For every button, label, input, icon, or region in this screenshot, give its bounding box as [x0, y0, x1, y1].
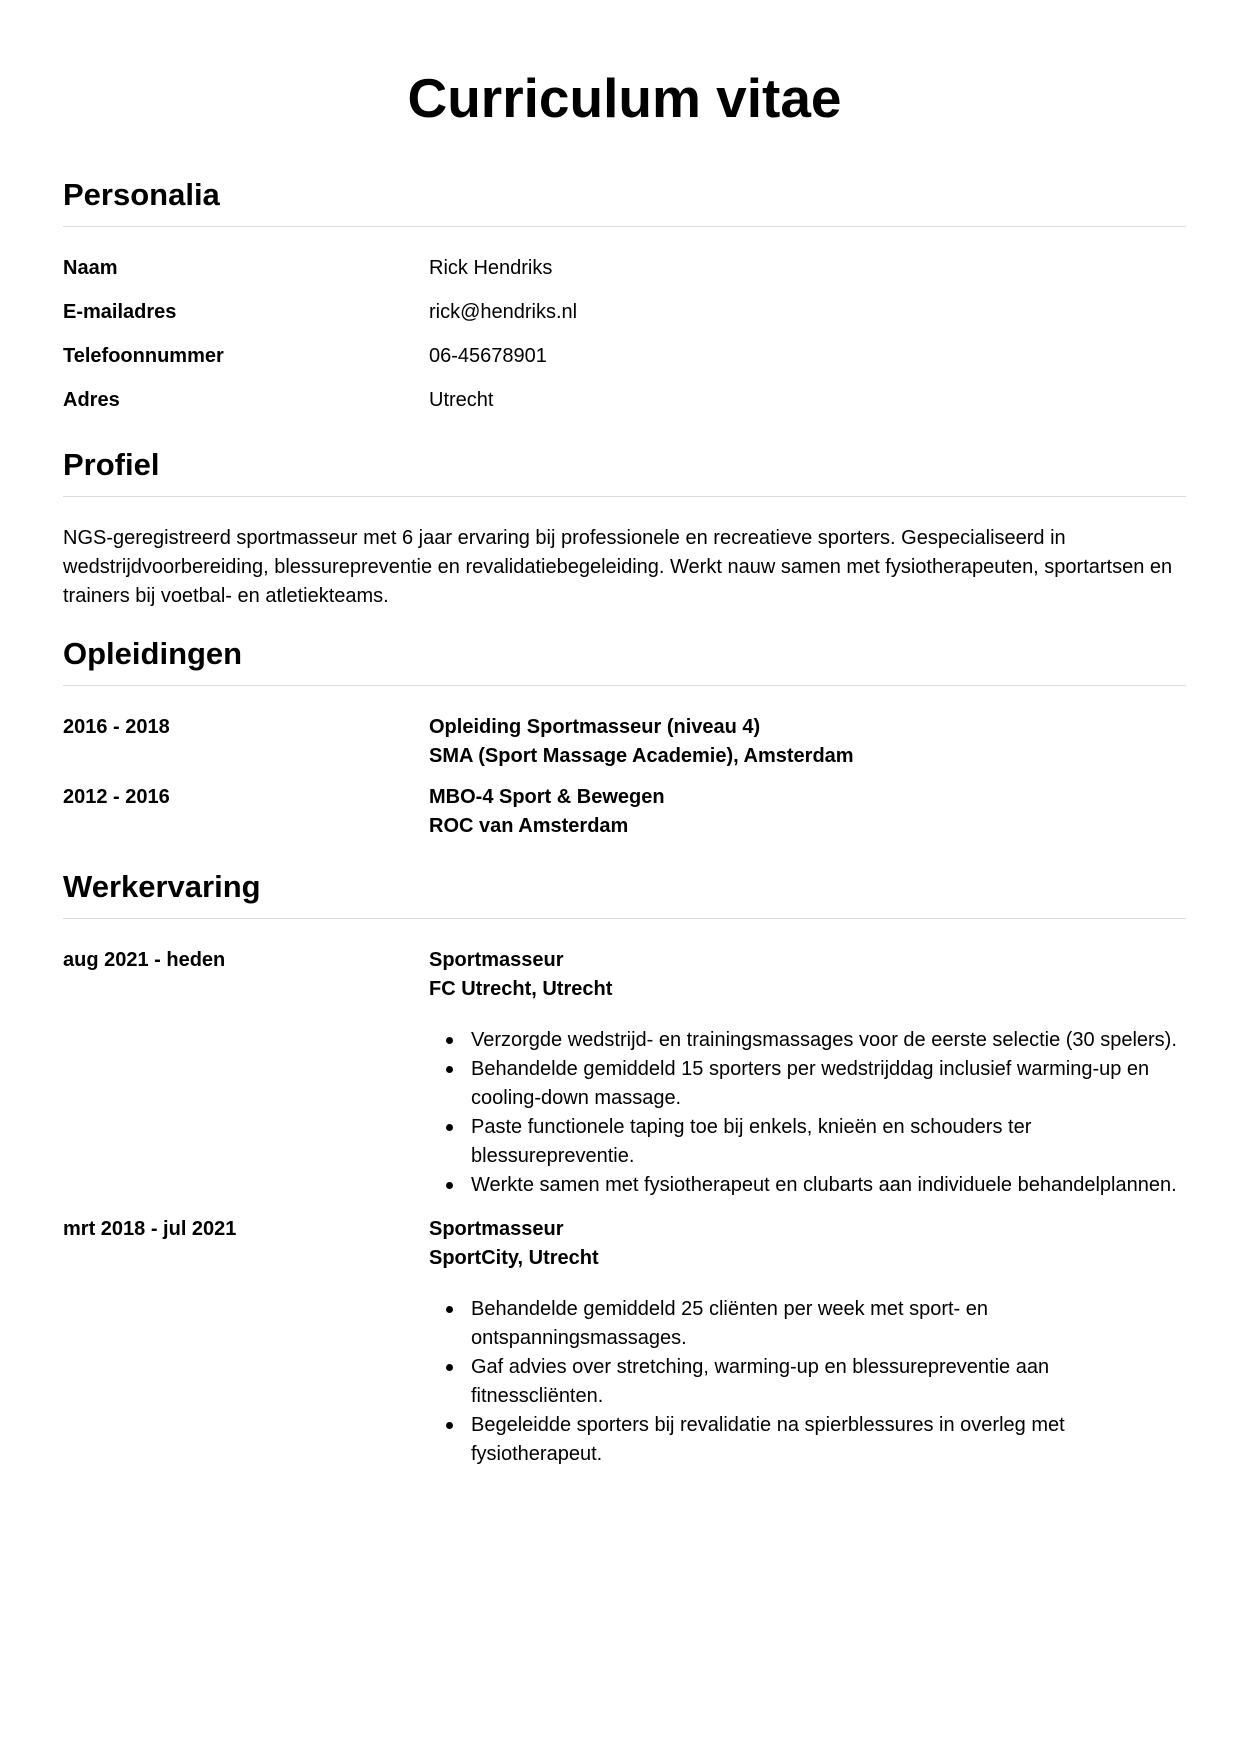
section-heading-opleidingen: Opleidingen: [63, 635, 1186, 686]
bullet-dot-icon: [446, 1364, 453, 1371]
page-title: Curriculum vitae: [407, 67, 842, 129]
personalia-value: 06-45678901: [429, 345, 547, 367]
personalia-row-adres: [63, 386, 1186, 430]
education-item: [63, 713, 1186, 783]
bullet-text: Paste functionele taping toe bij enkels, knieën en schouders ter blessurepreventie.: [471, 1116, 1032, 1167]
personalia-row-naam: [63, 254, 1186, 298]
bullet-text: Verzorgde wedstrijd- en trainingsmassages voor de eerste selectie (30 spelers).: [471, 1029, 1177, 1051]
work-employer: FC Utrecht, Utrecht: [429, 978, 613, 1000]
section-heading-werkervaring: Werkervaring: [63, 868, 1186, 919]
bullet-item: [429, 1411, 1186, 1469]
personalia-row-telefoon: [63, 342, 1186, 386]
bullet-list: [429, 1295, 1186, 1469]
work-period: aug 2021 - heden: [63, 949, 226, 971]
education-item: [63, 783, 1186, 853]
education-title: Opleiding Sportmasseur (niveau 4): [429, 716, 761, 738]
bullet-text: Behandelde gemiddeld 15 sporters per wedstrijddag inclusief warming-up en cooling-down massage.: [471, 1058, 1150, 1109]
bullet-item: [429, 1295, 1186, 1353]
profile-text: NGS-geregistreerd sportmasseur met 6 jaar ervaring bij professionele en recreatieve sporters. Gespecialiseerd in wedstrijdvoorbereiding, blessurepreventie en revalidatiebegeleiding. Werkt nauw samen met fysiotherapeuten, sportartsen en trainers bij voetbal- en atletiekteams.: [63, 527, 1173, 607]
bullet-item: [429, 1113, 1186, 1171]
section-profiel: [63, 446, 1186, 611]
personalia-value: Utrecht: [429, 389, 494, 411]
bullet-dot-icon: [446, 1306, 453, 1313]
bullet-dot-icon: [446, 1422, 453, 1429]
work-title: Sportmasseur: [429, 1218, 564, 1240]
bullet-text: Behandelde gemiddeld 25 cliënten per week met sport- en ontspanningsmassages.: [471, 1298, 988, 1349]
personalia-value: Rick Hendriks: [429, 257, 553, 279]
personalia-label: E-mailadres: [63, 301, 177, 323]
bullet-dot-icon: [446, 1124, 453, 1131]
bullet-item: [429, 1171, 1186, 1200]
bullet-text: Begeleidde sporters bij revalidatie na spierblessures in overleg met fysiotherapeut.: [471, 1414, 1065, 1465]
education-institution: SMA (Sport Massage Academie), Amsterdam: [429, 745, 854, 767]
bullet-item: [429, 1353, 1186, 1411]
personalia-label: Naam: [63, 257, 118, 279]
work-bullets: [429, 1273, 1186, 1469]
work-item: [63, 946, 1186, 1200]
personalia-row-email: [63, 298, 1186, 342]
section-werkervaring: [63, 868, 1186, 1469]
bullet-text: Werkte samen met fysiotherapeut en clubarts aan individuele behandelplannen.: [471, 1174, 1177, 1196]
section-opleidingen: [63, 635, 1186, 853]
bullet-dot-icon: [446, 1066, 453, 1073]
work-bullets: [429, 1004, 1186, 1200]
education-institution: ROC van Amsterdam: [429, 815, 629, 837]
section-personalia: [63, 176, 1186, 430]
section-heading-profiel: Profiel: [63, 446, 1186, 497]
education-title: MBO-4 Sport & Bewegen: [429, 786, 665, 808]
personalia-label: Adres: [63, 389, 120, 411]
bullet-text: Gaf advies over stretching, warming-up en blessurepreventie aan fitnesscliënten.: [471, 1356, 1050, 1407]
work-period: mrt 2018 - jul 2021: [63, 1218, 237, 1240]
work-employer: SportCity, Utrecht: [429, 1247, 599, 1269]
education-period: 2016 - 2018: [63, 716, 170, 738]
personalia-value: rick@hendriks.nl: [429, 301, 578, 323]
bullet-dot-icon: [446, 1182, 453, 1189]
section-heading-personalia: Personalia: [63, 176, 1186, 227]
bullet-dot-icon: [446, 1037, 453, 1044]
personalia-label: Telefoonnummer: [63, 345, 224, 367]
bullet-item: [429, 1026, 1186, 1055]
bullet-list: [429, 1026, 1186, 1200]
work-item: [63, 1215, 1186, 1469]
work-title: Sportmasseur: [429, 949, 564, 971]
education-period: 2012 - 2016: [63, 786, 170, 808]
bullet-item: [429, 1055, 1186, 1113]
